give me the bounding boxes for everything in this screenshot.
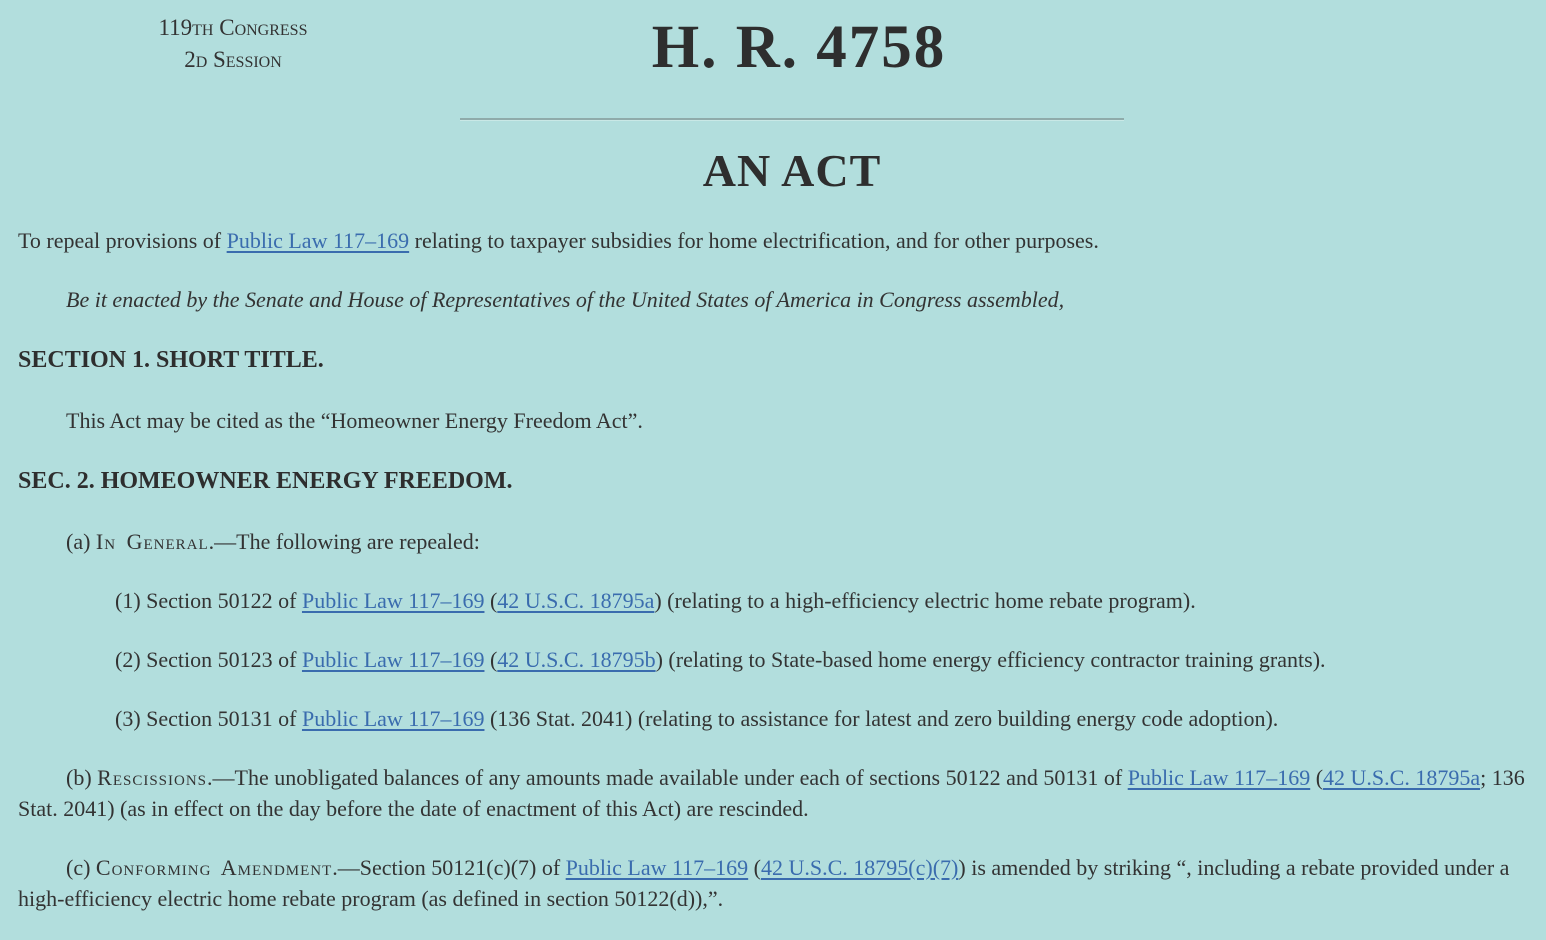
session-number: 2d Session <box>184 47 282 72</box>
item-2-text-2: ( <box>484 647 498 672</box>
public-law-link[interactable]: Public Law 117–169 <box>301 588 485 613</box>
purpose-clause <box>18 225 1528 256</box>
paragraph-c <box>18 852 1528 914</box>
enacting-clause: Be it enacted by the Senate and House of Representatives of the United States of America in Congress assembled, <box>66 287 1065 312</box>
par-a-label: (a) <box>66 529 96 554</box>
par-a-smallcaps: In General <box>95 529 209 554</box>
public-law-link[interactable]: Public Law 117–169 <box>226 228 410 253</box>
par-c-label: (c) <box>66 855 96 880</box>
act-heading: AN ACT <box>702 145 882 196</box>
item-1-text-1: (1) Section 50122 of <box>115 588 302 613</box>
public-law-link[interactable]: Public Law 117–169 <box>565 855 749 880</box>
item-3-text-2: (136 Stat. 2041) (relating to assistance for latest and zero building energy code adoption). <box>484 706 1279 731</box>
par-b-text-3: ; 136 Stat. 2041) (as in effect on the day before the date of enactment of this Act) are rescinded. <box>18 765 1525 821</box>
congress-number: 119th Congress <box>158 15 308 40</box>
item-1-text-3: ) (relating to a high-efficiency electric home rebate program). <box>654 588 1196 613</box>
item-2-text-3: ) (relating to State-based home energy efficiency contractor training grants). <box>655 647 1326 672</box>
usc-18795a-link[interactable]: 42 U.S.C. 18795a <box>497 588 655 613</box>
item-1-text-2: ( <box>484 588 498 613</box>
bill-body <box>18 225 1528 914</box>
public-law-link[interactable]: Public Law 117–169 <box>1127 765 1311 790</box>
par-b-text-1: .—The unobligated balances of any amounts made available under each of sections 50122 and 50131 of <box>207 765 1128 790</box>
par-a-text: .—The following are repealed: <box>208 529 480 554</box>
par-b-label: (b) <box>66 765 98 790</box>
header-divider <box>460 118 1124 121</box>
section-2-heading: SEC. 2. HOMEOWNER ENERGY FREEDOM. <box>18 468 513 494</box>
par-b-smallcaps: Rescissions <box>97 765 208 790</box>
par-c-text-3: ) is amended by striking “, including a rebate provided under a high-efficiency electric home rebate program (as defined in section 50122(d)),”. <box>18 855 1510 911</box>
bill-number: H. R. 4758 <box>651 14 947 81</box>
paragraph-a <box>18 526 1528 557</box>
public-law-link[interactable]: Public Law 117–169 <box>301 706 485 731</box>
bill-header <box>18 0 1528 197</box>
par-b-text-2: ( <box>1310 765 1324 790</box>
par-c-text-2: ( <box>748 855 761 880</box>
section-1-heading: SECTION 1. SHORT TITLE. <box>18 347 324 373</box>
usc-18795b-link[interactable]: 42 U.S.C. 18795b <box>497 647 656 672</box>
item-3-text-1: (3) Section 50131 of <box>115 706 302 731</box>
item-2-text-1: (2) Section 50123 of <box>115 647 302 672</box>
congress-session-block <box>108 12 358 76</box>
section-1-body: This Act may be cited as the “Homeowner Energy Freedom Act”. <box>66 408 643 433</box>
paragraph-b <box>18 762 1528 824</box>
list-item-3 <box>18 703 1528 734</box>
purpose-text-2: relating to taxpayer subsidies for home electrification, and for other purposes. <box>409 228 1099 253</box>
public-law-link[interactable]: Public Law 117–169 <box>301 647 485 672</box>
par-c-smallcaps: Conforming Amendment <box>95 855 333 880</box>
usc-18795a-link[interactable]: 42 U.S.C. 18795a <box>1323 765 1481 790</box>
par-c-text-1: .—Section 50121(c)(7) of <box>332 855 566 880</box>
list-item-2 <box>18 644 1528 675</box>
usc-18795c7-link[interactable]: 42 U.S.C. 18795(c)(7) <box>761 855 959 880</box>
list-item-1 <box>18 585 1528 616</box>
purpose-text-1: To repeal provisions of <box>18 228 227 253</box>
